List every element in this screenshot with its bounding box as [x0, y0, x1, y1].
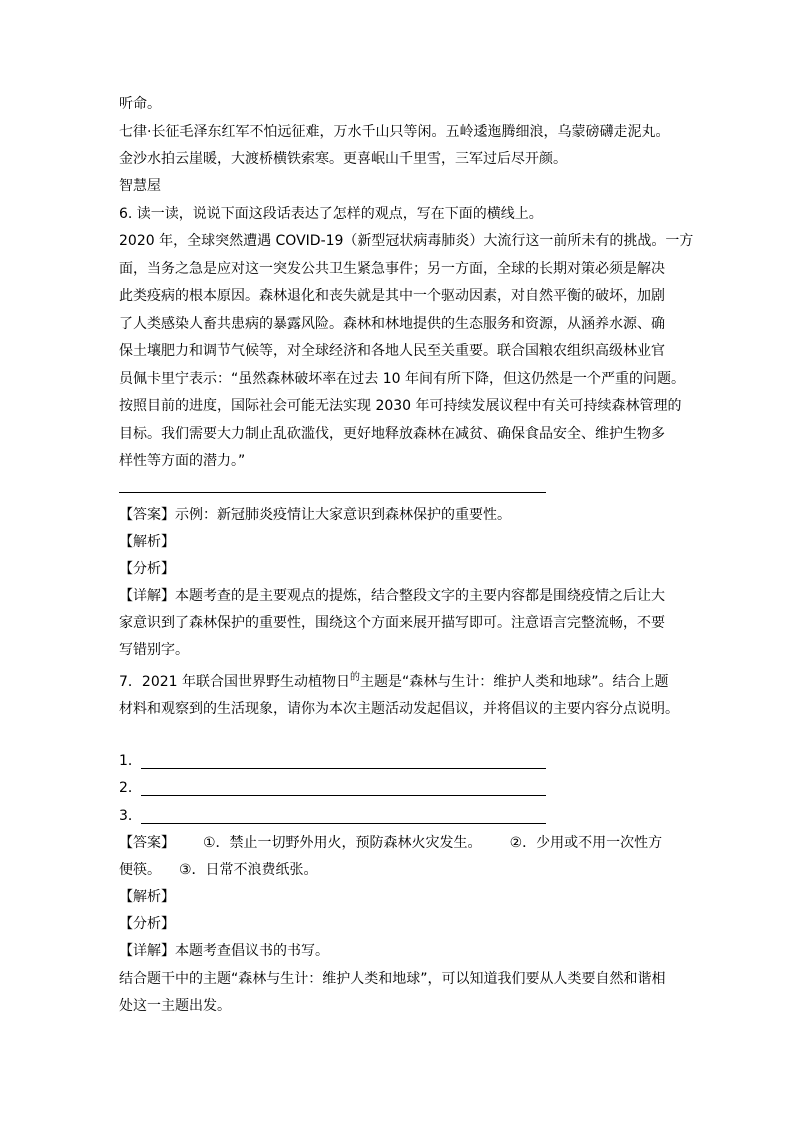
explanation-line: 写错别字。 [119, 642, 189, 658]
blank-number: 1． [119, 753, 142, 769]
answer-line [119, 860, 318, 880]
poem-line-1: 七律·长征毛泽东红军不怕远征难，万水千山只等闲。五岭逶迤腾细浪，乌蒙磅礴走泥丸。 [119, 124, 670, 140]
poem-line-2: 金沙水拍云崖暖，大渡桥横铁索寒。更喜岷山千里雪，三军过后尽开颜。 [119, 151, 567, 167]
blank-number: 3． [119, 808, 142, 824]
answer-label: 【答案】 [119, 835, 175, 851]
passage-line: 2020 年，全球突然遭遇 COVID-19（新型冠状病毒肺炎）大流行这一前所未有的挑战。一方 [119, 233, 694, 249]
passage-line: 样性等方面的潜力。” [119, 453, 246, 469]
answer-item: 便筷。 [119, 862, 161, 878]
blank-underline [141, 823, 546, 824]
blank-number: 2． [119, 780, 142, 796]
passage-line: 员佩卡里宁表示：“虽然森林破坏率在过去 10 年间有所下降，但这仍然是一个严重的问题。 [119, 371, 685, 387]
answer-item: ③．日常不浪费纸张。 [179, 862, 318, 878]
question-6: 6. 读一读，说说下面这段话表达了怎样的观点，写在下面的横线上。 [119, 206, 543, 222]
explanation-line: 家意识到了森林保护的重要性，围绕这个方面来展开描写即可。注意语言完整流畅，不要 [119, 615, 665, 631]
superscript-mark: 的 [350, 672, 360, 683]
question-7-line: 材料和观察到的生活现象，请你为本次主题活动发起倡议，并将倡议的主要内容分点说明。 [119, 701, 679, 717]
answer-item: ②．少用或不用一次性方 [509, 835, 663, 851]
analysis-label: 【解析】 [119, 534, 175, 550]
explanation-line: 【详解】本题考查的是主要观点的提炼，结合整段文字的主要内容都是围绕疫情之后让大 [119, 588, 665, 604]
explanation-line: 结合题干中的主题“森林与生计：维护人类和地球”，可以知道我们要从人类要自然和谐相 [119, 971, 666, 987]
question-7-part: 主题是“森林与生计：维护人类和地球”。结合上题 [360, 674, 669, 690]
passage-line: 目标。我们需要大力制止乱砍滥伐，更好地释放森林在减贫、确保食品安全、维护生物多 [119, 426, 665, 442]
blank-row-1 [119, 751, 142, 771]
passage-line: 了人类感染人畜共患病的暴露风险。森林和林地提供的生态服务和资源，从涵养水源、确 [119, 316, 665, 332]
blank-row-2 [119, 778, 142, 798]
analysis-label: 【分析】 [119, 561, 175, 577]
blank-row-3 [119, 806, 142, 826]
question-7 [119, 672, 669, 692]
answer-item: ①．禁止一切野外用火，预防森林火灾发生。 [203, 835, 482, 851]
passage-line: 保土壤肥力和调节气候等，对全球经济和各地人民至关重要。联合国粮农组织高级林业官 [119, 343, 665, 359]
passage-line: 按照目前的进度，国际社会可能无法实现 2030 年可持续发展议程中有关可持续森林管理的 [119, 398, 682, 414]
answer-blank-line [119, 492, 546, 493]
explanation-line: 【详解】本题考查倡议书的书写。 [119, 943, 329, 959]
passage-line: 面，当务之急是应对这一突发公共卫生紧急事件；另一方面，全球的长期对策必须是解决 [119, 261, 665, 277]
blank-underline [141, 795, 546, 796]
question-7-part: 7．2021 年联合国世界野生动植物日 [119, 674, 350, 690]
analysis-label: 【解析】 [119, 889, 175, 905]
answer-line [119, 833, 662, 853]
explanation-line: 处这一主题出发。 [119, 998, 231, 1014]
analysis-label: 【分析】 [119, 916, 175, 932]
text-line: 听命。 [119, 96, 161, 112]
section-heading: 智慧屋 [119, 178, 161, 194]
passage-line: 此类疫病的根本原因。森林退化和丧失就是其中一个驱动因素，对自然平衡的破坏，加剧 [119, 288, 665, 304]
blank-underline [141, 768, 546, 769]
answer-line: 【答案】示例：新冠肺炎疫情让大家意识到森林保护的重要性。 [119, 507, 511, 523]
